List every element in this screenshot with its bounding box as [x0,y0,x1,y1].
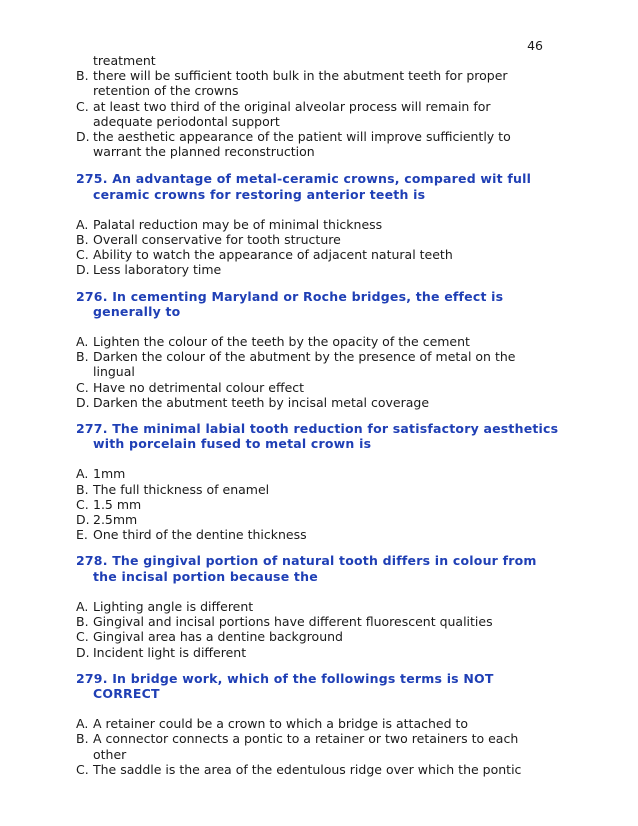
option-line [76,334,546,349]
option-letter: B. [76,349,89,365]
option-letter: D. [76,262,90,278]
question-text: 276. In cementing Maryland or Roche bridges, the effect is [76,288,504,304]
option-continuation: adequate periodontal support [93,113,280,129]
option-continuation: warrant the planned reconstruction [93,144,315,160]
option-text: Palatal reduction may be of minimal thickness [93,216,383,232]
option-line [76,645,546,660]
option-text: Lighting angle is different [93,598,254,614]
option-line [76,762,546,777]
option-letter: D. [76,129,90,145]
option-line [76,614,546,629]
option-text: A connector connects a pontic to a retainer or two retainers to each [93,731,519,747]
option-letter: B. [76,232,89,248]
option-letter: B. [76,481,89,497]
option-line [76,599,546,614]
option-text: at least two third of the original alveolar process will remain for [93,98,491,114]
options-278 [76,599,546,660]
options-277 [76,466,546,542]
option-letter: A. [76,716,89,732]
option-letter: D. [76,394,90,410]
option-letter: A. [76,334,89,350]
option-text: One third of the dentine thickness [93,527,307,543]
option-line [76,68,546,83]
option-line [76,466,546,481]
option-line [76,731,546,746]
option-line [76,262,546,277]
option-text: Darken the abutment teeth by incisal metal coverage [93,394,430,410]
option-text: Darken the colour of the abutment by the presence of metal on the [93,349,516,365]
option-letter: D. [76,512,90,528]
option-line [76,497,546,512]
option-letter [76,53,93,68]
question-text: 279. In bridge work, which of the followings terms is NOT [76,670,494,686]
option-letter: C. [76,496,89,512]
option-text: 1.5 mm [93,496,142,512]
option-line [76,380,546,395]
option-letter: C. [76,98,89,114]
page-number: 46 [527,38,543,53]
option-line [76,512,546,527]
question-275 [76,171,546,201]
option-text: A retainer could be a crown to which a bridge is attached to [93,716,469,732]
option-letter: A. [76,466,89,482]
option-letter: C. [76,629,89,645]
option-line [76,395,546,410]
options-276 [76,334,546,410]
question-text-continuation: ceramic crowns for restoring anterior teeth is [93,186,426,202]
option-continuation: other [93,746,127,762]
question-text: 277. The minimal labial tooth reduction for satisfactory aesthetics [76,421,559,437]
option-line [76,482,546,497]
option-line [76,349,546,364]
option-letter: A. [76,598,89,614]
option-line [76,247,546,262]
question-text: 278. The gingival portion of natural tooth differs in colour from [76,553,537,569]
option-line [76,129,546,144]
option-continuation: lingual [93,364,135,380]
option-letter: E. [76,527,88,543]
option-text: 2.5mm [93,512,138,528]
option-text: Overall conservative for tooth structure [93,232,341,248]
question-279 [76,671,546,701]
question-text-continuation: CORRECT [93,685,160,701]
option-text: there will be sufficient tooth bulk in the abutment teeth for proper [93,68,508,84]
option-line [76,217,546,232]
question-text: 275. An advantage of metal-ceramic crowns, compared wit full [76,171,532,187]
option-line [76,53,546,68]
option-continuation: retention of the crowns [93,83,239,99]
option-text: Lighten the colour of the teeth by the opacity of the cement [93,334,470,350]
option-text: Have no detrimental colour effect [93,379,305,395]
option-line [76,629,546,644]
option-letter: A. [76,216,89,232]
page-content [76,53,559,777]
question-text-continuation: with porcelain fused to metal crown is [93,436,372,452]
question-277 [76,421,559,452]
option-text: Gingival and incisal portions have different fluorescent qualities [93,614,493,630]
question-text-continuation: generally to [93,303,181,319]
option-letter: C. [76,379,89,395]
option-line [76,527,546,542]
option-text: Gingival area has a dentine background [93,629,343,645]
question-276 [76,289,546,319]
option-letter: B. [76,614,89,630]
question-text-continuation: the incisal portion because the [93,568,318,584]
option-letter: B. [76,731,89,747]
option-text: Less laboratory time [93,262,222,278]
option-letter: C. [76,247,89,263]
option-text: Ability to watch the appearance of adjacent natural teeth [93,247,453,263]
option-text: Incident light is different [93,644,247,660]
option-letter: B. [76,68,89,84]
option-text: 1mm [93,466,126,482]
option-text: The full thickness of enamel [93,481,270,497]
option-text: treatment [93,53,156,68]
options-275 [76,217,546,278]
question-278 [76,553,546,583]
option-line [76,232,546,247]
carryover-options [76,53,546,159]
option-letter: D. [76,644,90,660]
option-letter: C. [76,761,89,777]
options-279 [76,716,546,777]
option-line [76,99,546,114]
option-text: The saddle is the area of the edentulous ridge over which the pontic [93,761,522,777]
option-text: the aesthetic appearance of the patient will improve sufficiently to [93,129,511,145]
option-line [76,716,546,731]
